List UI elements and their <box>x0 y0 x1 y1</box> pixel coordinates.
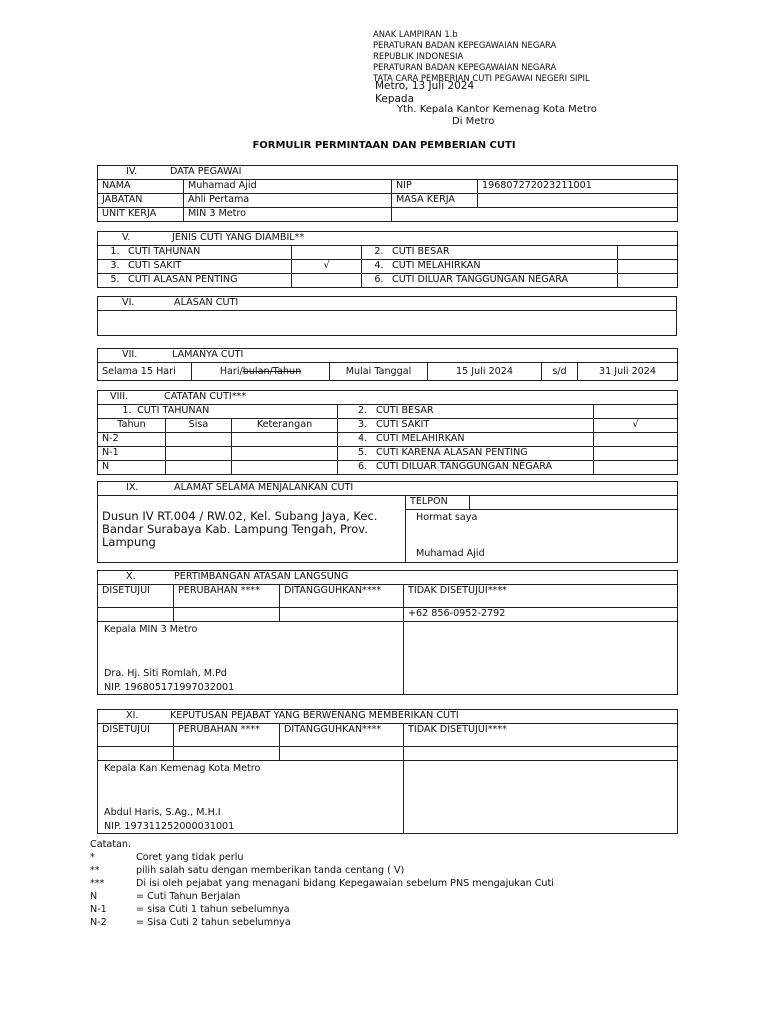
note-item: N = Cuti Tahun Berjalan <box>90 891 241 902</box>
note-item: N-2 = Sisa Cuti 2 tahun sebelumnya <box>90 917 291 928</box>
signature-box <box>406 510 678 563</box>
catatan-alasan-penting-checkbox[interactable] <box>594 447 678 461</box>
option-label: 5. CUTI ALASAN PENTING <box>98 274 292 288</box>
option-label: 5. CUTI KARENA ALASAN PENTING <box>338 447 594 461</box>
alamat-field[interactable] <box>98 510 406 563</box>
supervisor-nip: NIP. 196805171997032001 <box>104 682 235 693</box>
notes <box>90 838 554 929</box>
section-pertimbangan <box>97 570 678 695</box>
cuti-melahirkan-checkbox[interactable] <box>618 260 678 274</box>
supervisor-signature <box>98 622 404 695</box>
duration-field[interactable]: Selama 15 Hari <box>98 363 192 381</box>
section-jenis-cuti <box>97 231 678 288</box>
sisa-field[interactable] <box>166 461 232 475</box>
option-label: 3. CUTI SAKIT <box>98 260 292 274</box>
official-signature <box>98 761 404 834</box>
jabatan-label: JABATAN <box>98 194 184 208</box>
keterangan-field[interactable] <box>232 447 338 461</box>
kepada-label: Kepada <box>375 93 415 105</box>
alasan-cuti-field[interactable] <box>98 311 677 336</box>
keterangan-field[interactable] <box>232 433 338 447</box>
sisa-field[interactable] <box>166 447 232 461</box>
empty-cell <box>392 208 678 222</box>
section-heading: IX. ALAMAT SELAMA MENJALANKAN CUTI <box>98 482 678 496</box>
option-label: 1. CUTI TAHUNAN <box>98 246 292 260</box>
header-line: ANAK LAMPIRAN 1.b <box>373 29 458 39</box>
option-label: 6. CUTI DILUAR TANGGUNGAN NEGARA <box>362 274 618 288</box>
table-row: N-2 <box>98 433 166 447</box>
supervisor-name: Dra. Hj. Siti Romlah, M.Pd <box>104 668 227 679</box>
cuti-besar-checkbox[interactable] <box>618 246 678 260</box>
catatan-cuti-sakit-checkbox[interactable]: √ <box>594 419 678 433</box>
col-tahun-header: Tahun <box>98 419 166 433</box>
recipient: Yth. Kepala Kantor Kemenag Kota Metro <box>397 104 597 115</box>
form-title: FORMULIR PERMINTAAN DAN PEMBERIAN CUTI <box>252 140 516 151</box>
disetujui-field[interactable] <box>98 608 174 622</box>
header-line: PERATURAN BADAN KEPEGAWAIAN NEGARA <box>373 62 557 72</box>
option-label: 3. CUTI SAKIT <box>338 419 594 433</box>
section-heading: VI. ALASAN CUTI <box>98 297 677 311</box>
catatan-cuti-besar-checkbox[interactable] <box>594 405 678 419</box>
hormat-saya: Hormat saya <box>416 512 478 523</box>
header-line: REPUBLIK INDONESIA <box>373 51 464 61</box>
sisa-field[interactable] <box>166 433 232 447</box>
tidak-disetujui-header: TIDAK DISETUJUI**** <box>404 585 678 608</box>
cuti-tahunan-checkbox[interactable] <box>292 246 362 260</box>
until-label: s/d <box>542 363 578 381</box>
section-alasan-cuti <box>97 296 677 336</box>
perubahan-field[interactable] <box>174 608 280 622</box>
note-item: ** pilih salah satu dengan memberikan tanda centang ( V) <box>90 865 405 876</box>
table-row: N-1 <box>98 447 166 461</box>
section-heading: XI. KEPUTUSAN PEJABAT YANG BERWENANG MEMBERIKAN CUTI <box>98 710 678 724</box>
perubahan-header: PERUBAHAN **** <box>174 724 280 747</box>
end-date-field[interactable]: 31 Juli 2024 <box>578 363 678 381</box>
empty-cell <box>404 761 678 834</box>
disetujui-field[interactable] <box>98 747 174 761</box>
table-row: N <box>98 461 166 475</box>
keterangan-field[interactable] <box>232 461 338 475</box>
unit-kerja-field[interactable]: MIN 3 Metro <box>184 208 392 222</box>
ditangguhkan-field[interactable] <box>280 747 404 761</box>
supervisor-title: Kepala MIN 3 Metro <box>104 624 198 635</box>
option-label: 4. CUTI MELAHIRKAN <box>362 260 618 274</box>
section-catatan-cuti <box>97 390 678 475</box>
empty-cell <box>404 622 678 695</box>
option-label: 6. CUTI DILUAR TANGGUNGAN NEGARA <box>338 461 594 475</box>
nip-field[interactable]: 196807272023211001 <box>478 180 678 194</box>
empty-cell <box>98 496 406 510</box>
catatan-diluar-tanggungan-checkbox[interactable] <box>594 461 678 475</box>
section-lamanya-cuti <box>97 348 678 381</box>
duration-unit: Hari/bulan/Tahun <box>192 363 330 381</box>
start-date-field[interactable]: 15 Juli 2024 <box>428 363 542 381</box>
ditangguhkan-header: DITANGGUHKAN**** <box>280 724 404 747</box>
alamat-text: Dusun IV RT.004 / RW.02, Kel. Subang Jaya, Kec. Bandar Surabaya Kab. Lampung Tengah, Prov. Lampung <box>102 509 378 549</box>
official-title: Kepala Kan Kemenag Kota Metro <box>104 763 261 774</box>
section-keputusan <box>97 709 678 834</box>
phone-field: +62 856-0952-2792 <box>404 608 678 622</box>
tidak-disetujui-header: TIDAK DISETUJUI**** <box>404 724 678 747</box>
ditangguhkan-field[interactable] <box>280 608 404 622</box>
cuti-alasan-penting-checkbox[interactable] <box>292 274 362 288</box>
col-sisa-header: Sisa <box>166 419 232 433</box>
place-date: Metro, 13 Juli 2024 <box>375 80 475 92</box>
masa-kerja-field[interactable] <box>478 194 678 208</box>
unit-kerja-label: UNIT KERJA <box>98 208 184 222</box>
telpon-field[interactable] <box>470 496 678 510</box>
perubahan-field[interactable] <box>174 747 280 761</box>
telpon-label: TELPON <box>406 496 470 510</box>
tidak-disetujui-field[interactable] <box>404 747 678 761</box>
section-data-pegawai <box>97 165 678 222</box>
official-nip: NIP. 197311252000031001 <box>104 821 235 832</box>
nip-label: NIP <box>392 180 478 194</box>
section-heading: V. JENIS CUTI YANG DIAMBIL** <box>98 232 678 246</box>
applicant-name: Muhamad Ajid <box>416 548 485 559</box>
cuti-diluar-tanggungan-checkbox[interactable] <box>618 274 678 288</box>
official-name: Abdul Haris, S.Ag., M.H.I <box>104 807 221 818</box>
cuti-tahunan-heading: 1. CUTI TAHUNAN <box>98 405 338 419</box>
masa-kerja-label: MASA KERJA <box>392 194 478 208</box>
header-line: TATA CARA PEMBERIAN CUTI PEGAWAI NEGERI SIPIL <box>373 73 590 83</box>
catatan-cuti-melahirkan-checkbox[interactable] <box>594 433 678 447</box>
ditangguhkan-header: DITANGGUHKAN**** <box>280 585 404 608</box>
recipient-location: Di Metro <box>452 116 495 127</box>
jabatan-field[interactable]: Ahli Pertama <box>184 194 392 208</box>
option-label: 2. CUTI BESAR <box>338 405 594 419</box>
note-item: *** Di isi oleh pejabat yang menagani bidang Kepegawaian sebelum PNS mengajukan Cuti <box>90 878 554 889</box>
nama-label: NAMA <box>98 180 184 194</box>
notes-title: Catatan. <box>90 839 131 850</box>
header-line: PERATURAN BADAN KEPEGAWAIAN NEGARA <box>373 40 557 50</box>
disetujui-header: DISETUJUI <box>98 724 174 747</box>
section-heading: X. PERTIMBANGAN ATASAN LANGSUNG <box>98 571 678 585</box>
section-heading: IV. DATA PEGAWAI <box>98 166 678 180</box>
section-heading: VIII. CATATAN CUTI*** <box>98 391 678 405</box>
section-heading: VII. LAMANYA CUTI <box>98 349 678 363</box>
note-item: * Coret yang tidak perlu <box>90 852 244 863</box>
col-keterangan-header: Keterangan <box>232 419 338 433</box>
attachment-header <box>373 29 590 84</box>
option-label: 2. CUTI BESAR <box>362 246 618 260</box>
nama-field[interactable]: Muhamad Ajid <box>184 180 392 194</box>
mulai-tanggal-label: Mulai Tanggal <box>330 363 428 381</box>
option-label: 4. CUTI MELAHIRKAN <box>338 433 594 447</box>
perubahan-header: PERUBAHAN **** <box>174 585 280 608</box>
section-alamat <box>97 481 678 563</box>
note-item: N-1 = sisa Cuti 1 tahun sebelumnya <box>90 904 290 915</box>
cuti-sakit-checkbox[interactable]: √ <box>292 260 362 274</box>
disetujui-header: DISETUJUI <box>98 585 174 608</box>
